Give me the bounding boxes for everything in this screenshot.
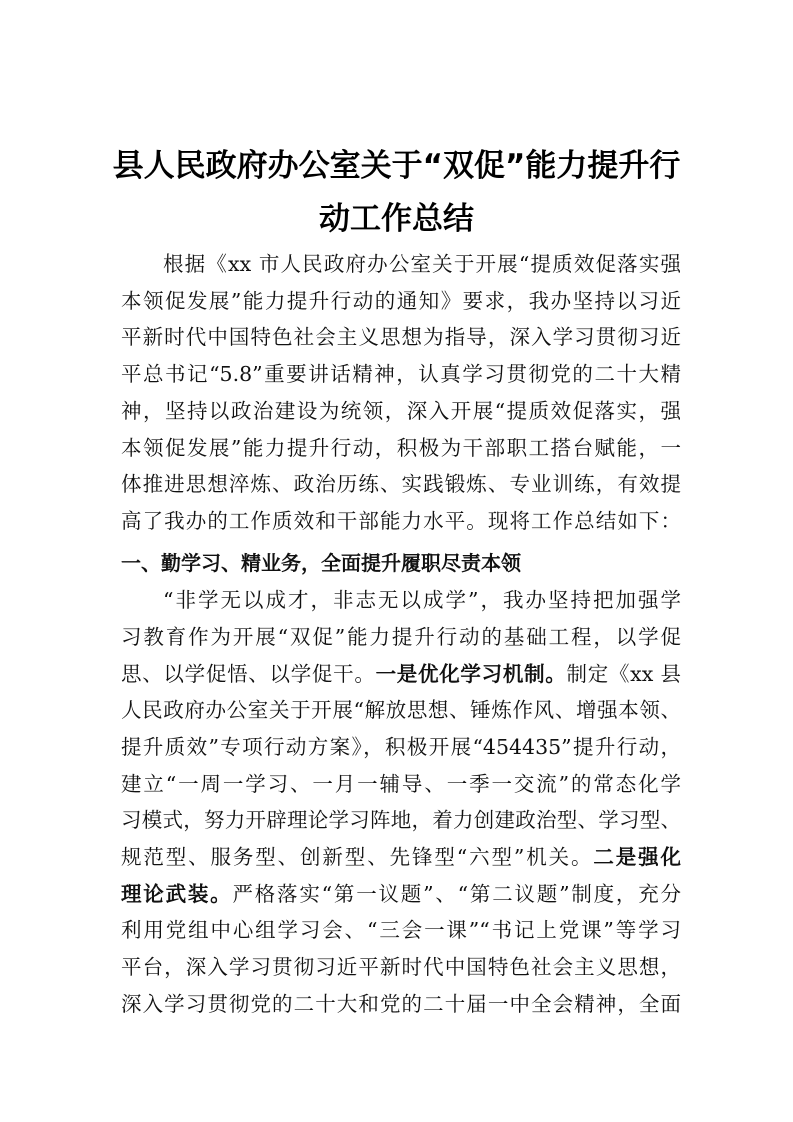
text-segment: 一、勤学习、精业务，全面提升履职尽责本领 <box>121 551 521 575</box>
paragraph-line <box>121 955 681 979</box>
text-segment: “非学无以成才，非志无以成学”，我办坚持把加强学 <box>163 588 681 612</box>
paragraph-line <box>121 252 681 276</box>
paragraph-line <box>121 362 681 386</box>
text-segment: 平总书记“5.8”重要讲话精神，认真学习贯彻党的二十大精 <box>121 362 681 386</box>
text-segment: 平台，深入学习贯彻习近平新时代中国特色社会主义思想， <box>121 955 681 979</box>
text-segment: 神，坚持以政治建设为统领，深入开展“提质效促落实，强 <box>121 399 681 423</box>
text-segment: 严格落实“第一议题”、“第二议题”制度，充分 <box>232 882 682 906</box>
text-segment: 深入学习贯彻党的二十大和党的二十届一中全会精神，全面 <box>121 992 681 1016</box>
text-segment: 体推进思想淬炼、政治历练、实践锻炼、专业训练，有效提 <box>121 472 681 496</box>
section-heading <box>121 551 681 575</box>
paragraph-line <box>121 662 681 686</box>
text-segment: 制定《xx 县 <box>566 662 682 686</box>
paragraph-line <box>121 436 681 460</box>
bold-lead-phrase: 一是优化学习机制。 <box>375 662 567 686</box>
paragraph-line <box>121 588 681 612</box>
paragraph-line <box>121 992 681 1016</box>
text-segment: 本领促发展”能力提升行动的通知》要求，我办坚持以习近 <box>121 289 681 313</box>
paragraph-line <box>121 325 681 349</box>
text-segment: 规范型、服务型、创新型、先锋型“六型”机关。 <box>121 845 594 869</box>
paragraph-line <box>121 808 681 832</box>
paragraph-line <box>121 289 681 313</box>
text-segment: 建立“一周一学习、一月一辅导、一季一交流”的常态化学 <box>121 772 681 796</box>
paragraph-line <box>121 509 681 533</box>
text-segment: 平新时代中国特色社会主义思想为指导，深入学习贯彻习近 <box>121 325 681 349</box>
text-segment: 高了我办的工作质效和干部能力水平。现将工作总结如下： <box>121 509 681 533</box>
text-segment: 根据《xx 市人民政府办公室关于开展“提质效促落实强 <box>163 252 681 276</box>
paragraph-line <box>121 472 681 496</box>
text-segment: 本领促发展”能力提升行动，积极为干部职工搭台赋能，一 <box>121 436 681 460</box>
text-segment: 思、以学促悟、以学促干。 <box>121 662 376 686</box>
paragraph-line <box>121 845 681 869</box>
text-segment: 人民政府办公室关于开展“解放思想、锤炼作风、增强本领、 <box>121 698 681 722</box>
paragraph-line <box>121 399 681 423</box>
document-title-line-1: 县人民政府办公室关于“双促”能力提升行 <box>112 148 681 184</box>
document-title-line-2: 动工作总结 <box>319 201 474 237</box>
paragraph-line <box>121 882 681 906</box>
text-segment: 提升质效”专项行动方案》，积极开展“454435”提升行动， <box>121 735 681 759</box>
paragraph-line <box>121 735 681 759</box>
paragraph-line <box>121 625 681 649</box>
paragraph-line <box>121 772 681 796</box>
text-segment: 习教育作为开展“双促”能力提升行动的基础工程，以学促 <box>121 625 681 649</box>
text-segment: 习模式，努力开辟理论学习阵地，着力创建政治型、学习型、 <box>121 808 681 832</box>
paragraph-line <box>121 698 681 722</box>
text-segment: 利用党组中心组学习会、“三会一课”“书记上党课”等学习 <box>121 918 681 942</box>
bold-lead-phrase: 理论武装。 <box>121 882 233 906</box>
bold-lead-phrase: 二是强化 <box>593 845 682 869</box>
paragraph-line <box>121 918 681 942</box>
